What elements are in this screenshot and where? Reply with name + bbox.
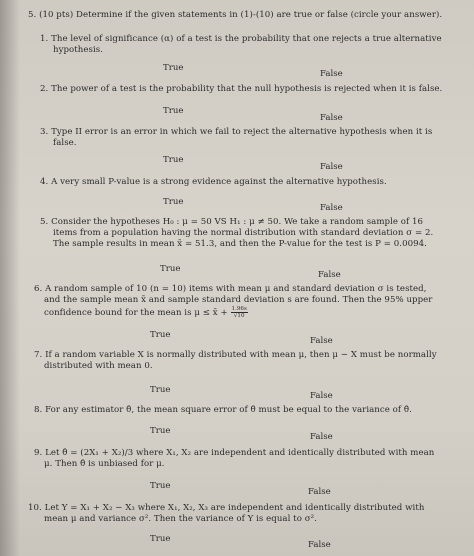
question-6-false-option[interactable]: False xyxy=(310,336,333,346)
question-5-text-line-1: 5. Consider the hypotheses H₀ : μ = 50 VS H₁ : μ ≠ 50. We take a random sample of 16 xyxy=(40,217,424,227)
question-2-text-line-1: 2. The power of a test is the probability that the null hypothesis is rejected when it is false. xyxy=(40,84,443,94)
question-10-text-line-2: mean μ and variance σ². Then the variance of Y is equal to σ². xyxy=(44,514,317,524)
fraction-numerator: 1.96s xyxy=(231,306,247,312)
question-10-false-option[interactable]: False xyxy=(308,540,331,550)
question-6-text-line-1: 6. A random sample of 10 (n = 10) items with mean μ and standard deviation σ is tested, xyxy=(34,284,427,294)
question-8-text-line-1: 8. For any estimator θ̂, the mean square error of θ̂ must be equal to the variance of θ̂. xyxy=(34,405,412,415)
question-9-text-line-1: 9. Let θ̂ = (2X₁ + X₂)/3 where X₁, X₂ are independent and identically distributed with mean xyxy=(34,448,435,458)
question-8-false-option[interactable]: False xyxy=(310,432,333,442)
question-2-true-option[interactable]: True xyxy=(163,106,184,116)
problem-header: 5. (10 pts) Determine if the given statements in (1)-(10) are true or false (circle your answer). xyxy=(28,10,443,20)
question-6-text-line-3 xyxy=(44,306,248,319)
question-1-text-line-1: 1. The level of significance (α) of a test is the probability that one rejects a true alternative xyxy=(40,34,442,44)
question-9-text-line-2: μ. Then θ̂ is unbiased for μ. xyxy=(44,459,165,469)
page-shadow xyxy=(0,0,20,556)
question-7-text-line-2: distributed with mean 0. xyxy=(44,361,153,371)
question-4-true-option[interactable]: True xyxy=(163,197,184,207)
question-5-text-line-3: The sample results in mean x̄ = 51.3, and then the P-value for the test is P = 0.0094. xyxy=(53,239,427,249)
question-1-true-option[interactable]: True xyxy=(163,63,184,73)
question-9-true-option[interactable]: True xyxy=(150,481,171,491)
question-3-true-option[interactable]: True xyxy=(163,155,184,165)
fraction-denominator: √10 xyxy=(233,313,245,319)
question-5-false-option[interactable]: False xyxy=(318,270,341,280)
question-5-text-line-2: items from a population having the normal distribution with standard deviation σ = 2. xyxy=(53,228,434,238)
question-6-text-line-2: and the sample mean x̄ and sample standard deviation s are found. Then the 95% upper xyxy=(44,295,433,305)
question-7-text-line-1: 7. If a random variable X is normally distributed with mean μ, then μ − X must be normally xyxy=(34,350,437,360)
question-8-true-option[interactable]: True xyxy=(150,426,171,436)
question-3-false-option[interactable]: False xyxy=(320,162,343,172)
question-2-false-option[interactable]: False xyxy=(320,113,343,123)
question-7-false-option[interactable]: False xyxy=(310,391,333,401)
question-1-false-option[interactable]: False xyxy=(320,69,343,79)
question-4-text-line-1: 4. A very small P-value is a strong evidence against the alternative hypothesis. xyxy=(40,177,387,187)
question-6-bound-text: confidence bound for the mean is μ ≤ x̄ + xyxy=(44,308,228,318)
question-10-text-line-1: 10. Let Y = X₁ + X₂ − X₃ where X₁, X₂, X₃ are independent and identically distributed with xyxy=(28,503,425,513)
question-3-text-line-1: 3. Type II error is an error in which we fail to reject the alternative hypothesis when it is xyxy=(40,127,433,137)
question-1-text-line-2: hypothesis. xyxy=(53,45,103,55)
question-9-false-option[interactable]: False xyxy=(308,487,331,497)
question-10-true-option[interactable]: True xyxy=(150,534,171,544)
question-5-true-option[interactable]: True xyxy=(160,264,181,274)
question-6-true-option[interactable]: True xyxy=(150,330,171,340)
question-7-true-option[interactable]: True xyxy=(150,385,171,395)
question-3-text-line-2: false. xyxy=(53,138,77,148)
question-4-false-option[interactable]: False xyxy=(320,203,343,213)
question-6-fraction xyxy=(231,306,248,319)
